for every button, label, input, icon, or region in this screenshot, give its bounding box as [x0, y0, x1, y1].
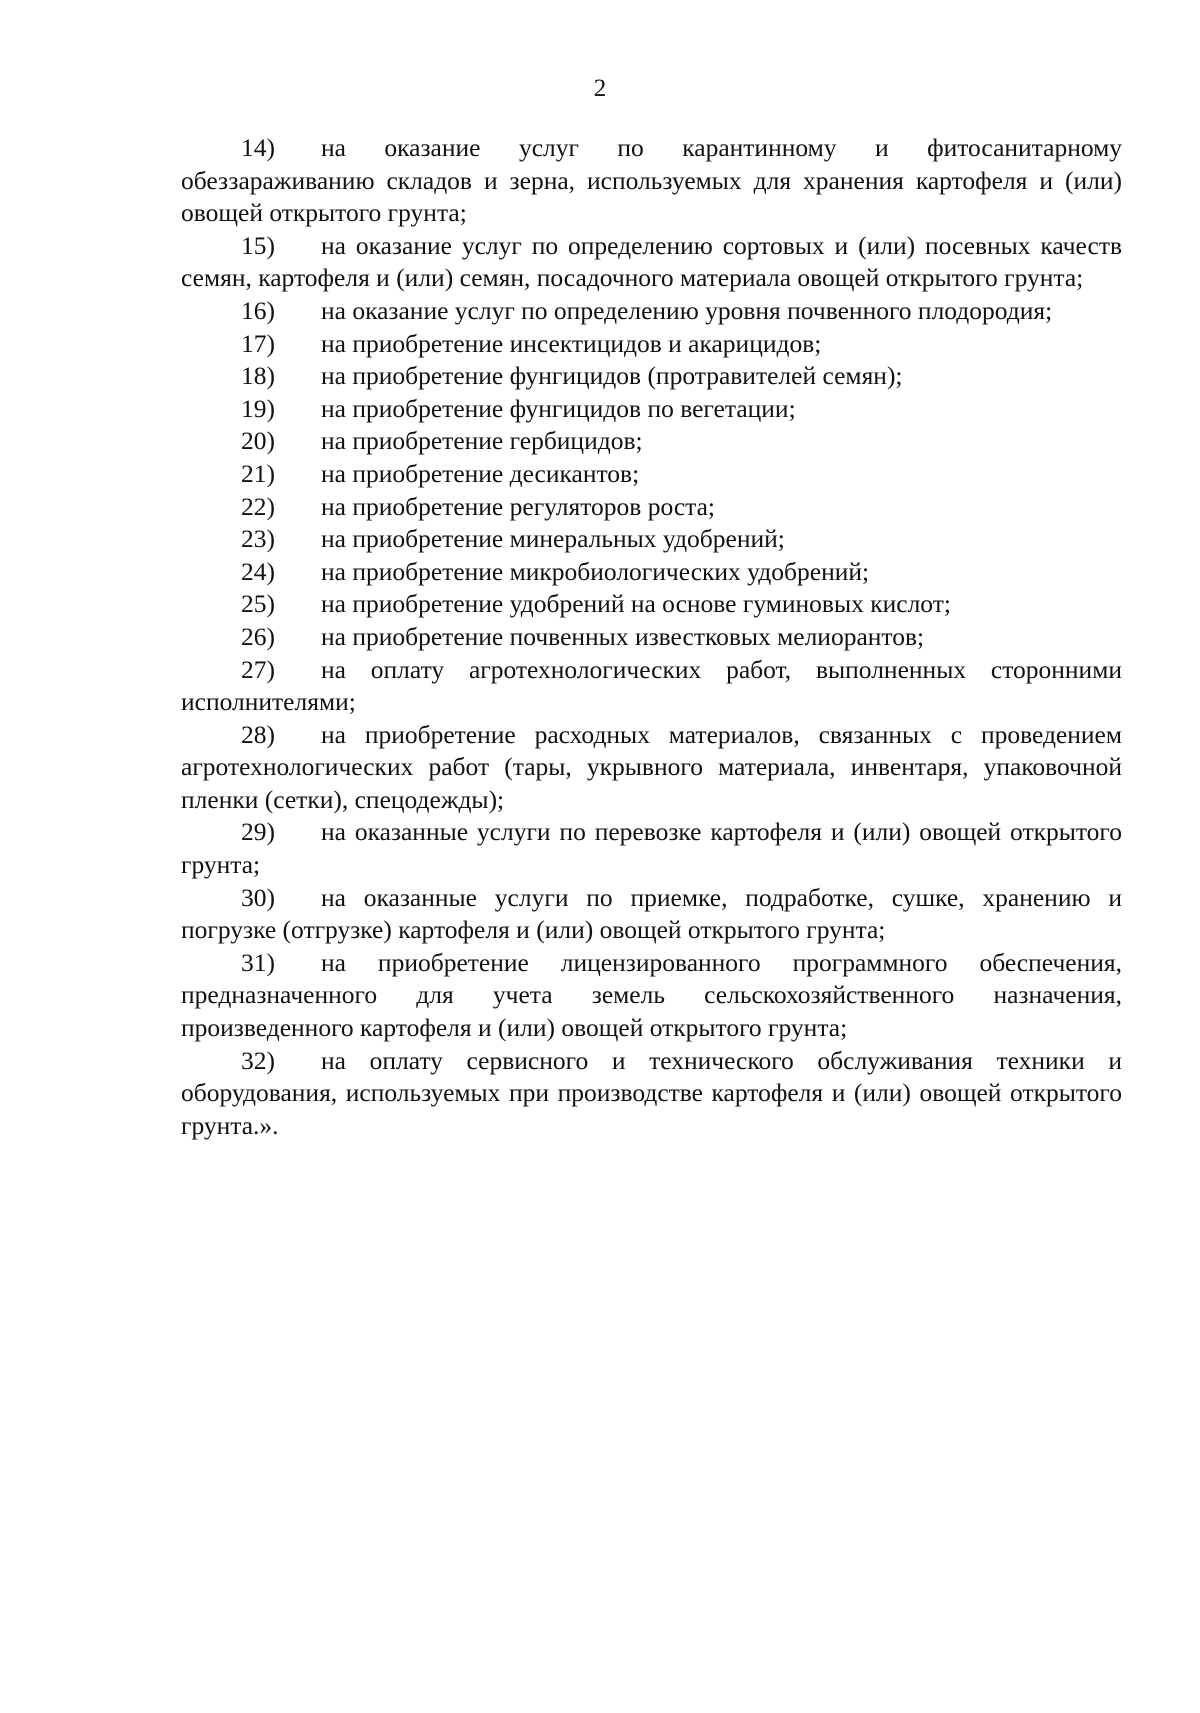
list-item: [181, 393, 1122, 426]
item-number: 20): [241, 426, 275, 456]
item-number: 19): [241, 393, 275, 423]
list-item: [181, 230, 1122, 295]
item-number: 30): [241, 882, 275, 912]
list-item: [181, 328, 1122, 361]
item-text: на оплату сервисного и технического обслуживания техники и оборудования, используемых при производстве картофеля и (или) овощей открытого грунта.».: [181, 1045, 1122, 1140]
item-text: на приобретение лицензированного программного обеспечения, предназначенного для учета земель сельскохозяйственного назначения, произведенного картофеля и (или) овощей открытого грунта;: [181, 947, 1122, 1043]
list-item: [181, 1045, 1122, 1143]
item-text: на оплату агротехнологических работ, выполненных сторонними исполнителями;: [181, 654, 1122, 717]
list-item: [181, 588, 1122, 621]
item-text: на оказание услуг по определению уровня почвенного плодородия;: [321, 295, 1053, 325]
list-item: [181, 947, 1122, 1045]
page-number: 2: [593, 75, 607, 102]
item-number: 26): [241, 621, 275, 651]
item-number: 25): [241, 589, 275, 619]
item-text: на приобретение расходных материалов, связанных с проведением агротехнологических работ (тары, укрывного материала, инвентаря, упаковочной пленки (сетки), спецодежды);: [181, 719, 1122, 814]
item-number: 15): [241, 230, 275, 260]
item-text: на приобретение микробиологических удобрений;: [321, 556, 870, 586]
list-item: [181, 132, 1122, 230]
list-item: [181, 491, 1122, 524]
item-text: на оказанные услуги по перевозке картофеля и (или) овощей открытого грунта;: [181, 817, 1122, 880]
item-number: 31): [241, 947, 275, 977]
item-text: на оказание услуг по карантинному и фитосанитарному обеззараживанию складов и зерна, используемых для хранения картофеля и (или) овощей открытого грунта;: [181, 133, 1122, 228]
item-number: 28): [241, 719, 275, 749]
item-text: на приобретение фунгицидов (протравителей семян);: [321, 361, 903, 391]
item-number: 17): [241, 328, 275, 358]
list-item: [181, 621, 1122, 654]
list-item: [181, 295, 1122, 328]
item-number: 23): [241, 524, 275, 554]
item-number: 16): [241, 295, 275, 325]
list-item: [181, 556, 1122, 589]
list-item: [181, 458, 1122, 491]
list-item: [181, 523, 1122, 556]
item-number: 29): [241, 817, 275, 847]
list-item: [181, 360, 1122, 393]
item-number: 27): [241, 654, 275, 684]
item-text: на приобретение почвенных известковых мелиорантов;: [321, 621, 925, 651]
item-text: на приобретение минеральных удобрений;: [321, 524, 785, 554]
item-text: на оказание услуг по определению сортовых и (или) посевных качеств семян, картофеля и (или) семян, посадочного материала овощей открытого грунта;: [181, 230, 1122, 293]
list-item: [181, 719, 1122, 817]
list-item: [181, 654, 1122, 719]
list-item: [181, 882, 1122, 947]
item-text: на приобретение десикантов;: [321, 458, 640, 488]
list-item: [181, 425, 1122, 458]
item-text: на приобретение инсектицидов и акарицидов;: [321, 328, 822, 358]
item-number: 22): [241, 491, 275, 521]
item-text: на приобретение регуляторов роста;: [321, 491, 716, 521]
item-text: на приобретение гербицидов;: [321, 426, 643, 456]
item-number: 14): [241, 133, 275, 162]
list-item: [181, 816, 1122, 881]
item-number: 18): [241, 361, 275, 391]
document-body: [181, 132, 1122, 1142]
item-text: на оказанные услуги по приемке, подработке, сушке, хранению и погрузке (отгрузке) картофеля и (или) овощей открытого грунта;: [181, 882, 1122, 945]
item-number: 32): [241, 1045, 275, 1075]
item-text: на приобретение удобрений на основе гуминовых кислот;: [321, 589, 951, 619]
item-number: 24): [241, 556, 275, 586]
item-number: 21): [241, 458, 275, 488]
item-text: на приобретение фунгицидов по вегетации;: [321, 393, 796, 423]
